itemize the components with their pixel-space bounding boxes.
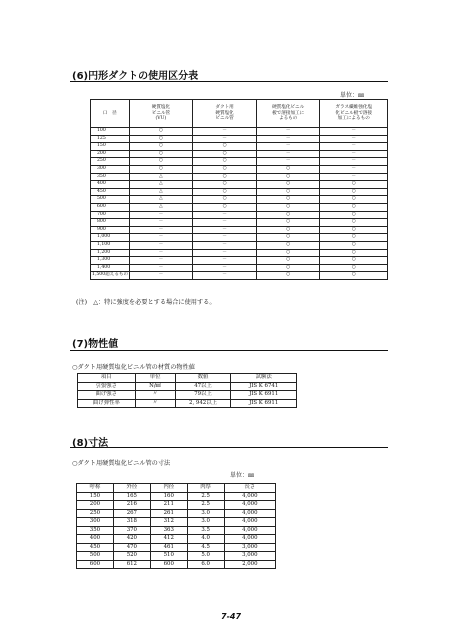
header-cell: 長さ	[224, 484, 275, 493]
table-cell: ○	[129, 143, 193, 151]
table-cell: 200	[91, 150, 130, 158]
section6-rule	[70, 81, 388, 82]
table-cell: －	[256, 143, 320, 151]
table-row	[78, 399, 297, 408]
properties-table	[77, 373, 297, 408]
table-cell: ○	[193, 181, 257, 189]
table-cell: －	[193, 241, 257, 249]
duct-usage-table-header	[91, 100, 388, 128]
header-cell: 試験法	[231, 374, 297, 383]
table-row	[91, 135, 388, 143]
section7-caption: ○ダクト用硬質塩化ビニル管の材質の物性値	[72, 364, 195, 371]
table-cell: ○	[129, 165, 193, 173]
table-row	[77, 560, 276, 569]
table-cell: 4,000	[224, 526, 275, 535]
table-cell: ○	[256, 181, 320, 189]
table-cell: 250	[77, 509, 114, 518]
table-cell: 1,500超えるもの	[91, 272, 130, 280]
table-cell: 312	[150, 518, 187, 527]
table-cell: 450	[91, 188, 130, 196]
table-cell: －	[193, 211, 257, 219]
table-cell: ○	[320, 181, 388, 189]
table-cell: ○	[320, 188, 388, 196]
page-number: 7-47	[221, 612, 242, 621]
table-cell: ○	[320, 249, 388, 257]
table-cell: －	[129, 241, 193, 249]
section6-unit: 単位：㎜	[340, 92, 365, 99]
header-cell: 口 径	[91, 100, 130, 128]
table-row	[91, 165, 388, 173]
table-cell: 4.5	[187, 543, 224, 552]
table-cell: －	[193, 135, 257, 143]
table-row	[91, 143, 388, 151]
properties-table-header	[78, 374, 297, 383]
table-cell: 6.0	[187, 560, 224, 569]
section6-note: (注) △：特に強度を必要とする場合に使用する。	[76, 299, 216, 306]
table-cell: ○	[256, 234, 320, 242]
table-cell: ○	[256, 203, 320, 211]
table-cell: 3,000	[224, 543, 275, 552]
table-cell: 300	[77, 518, 114, 527]
table-cell: －	[256, 128, 320, 136]
table-row	[91, 226, 388, 234]
table-cell: N/㎟	[135, 382, 175, 391]
table-cell: ○	[193, 196, 257, 204]
table-cell: 4,000	[224, 535, 275, 544]
duct-usage-table	[90, 99, 388, 280]
table-cell: －	[320, 128, 388, 136]
table-cell: 150	[77, 492, 114, 501]
table-cell: ○	[256, 188, 320, 196]
table-cell: －	[129, 249, 193, 257]
table-cell: 400	[91, 181, 130, 189]
table-cell: ○	[256, 173, 320, 181]
header-cell: 単位	[135, 374, 175, 383]
table-cell: ○	[256, 219, 320, 227]
table-cell: 261	[150, 509, 187, 518]
table-cell: 500	[77, 552, 114, 561]
table-cell: 700	[91, 211, 130, 219]
table-cell: －	[193, 128, 257, 136]
table-cell: ○	[320, 226, 388, 234]
table-cell: ○	[256, 264, 320, 272]
header-cell: 項目	[78, 374, 136, 383]
table-cell: ○	[256, 249, 320, 257]
table-row	[91, 203, 388, 211]
table-row	[91, 173, 388, 181]
header-cell: 硬質塩化ビニル 板で溶接加工に よるもの	[256, 100, 320, 128]
table-cell: －	[193, 219, 257, 227]
header-cell: 外径	[113, 484, 150, 493]
table-row	[91, 158, 388, 166]
table-cell: 1,100	[91, 241, 130, 249]
table-row	[77, 518, 276, 527]
table-cell: 4,000	[224, 518, 275, 527]
table-cell: －	[129, 257, 193, 265]
table-cell: ○	[193, 143, 257, 151]
section6-title: (6)円形ダクトの使用区分表	[72, 71, 199, 82]
table-cell: ○	[320, 219, 388, 227]
table-cell: ○	[320, 264, 388, 272]
table-cell: 216	[113, 501, 150, 510]
table-row	[91, 219, 388, 227]
table-cell: 2.5	[187, 492, 224, 501]
table-cell: 200	[77, 501, 114, 510]
table-cell: 3,000	[224, 552, 275, 561]
table-cell: ○	[320, 257, 388, 265]
table-cell: 350	[91, 173, 130, 181]
header-cell: 硬質塩化 ビニル管 (VU)	[129, 100, 193, 128]
table-cell: －	[193, 257, 257, 265]
table-cell: JIS K 6741	[231, 382, 297, 391]
table-cell: －	[256, 158, 320, 166]
table-row	[91, 196, 388, 204]
section7-title: (7)物性値	[72, 339, 119, 350]
table-cell: 47以上	[175, 382, 231, 391]
table-cell: 800	[91, 219, 130, 227]
dimensions-table-header	[77, 484, 276, 493]
table-cell: 4,000	[224, 509, 275, 518]
table-cell: 4,000	[224, 492, 275, 501]
header-cell: 肉厚	[187, 484, 224, 493]
table-cell: ○	[320, 203, 388, 211]
table-cell: －	[129, 211, 193, 219]
table-cell: 300	[91, 165, 130, 173]
dimensions-table	[76, 483, 276, 569]
table-cell: 600	[77, 560, 114, 569]
table-cell: －	[193, 226, 257, 234]
table-cell: ○	[193, 165, 257, 173]
table-cell: －	[129, 272, 193, 280]
table-cell: ○	[320, 196, 388, 204]
table-cell: △	[129, 203, 193, 211]
table-cell: －	[320, 165, 388, 173]
table-cell: 500	[91, 196, 130, 204]
table-row	[91, 211, 388, 219]
table-cell: －	[129, 234, 193, 242]
table-cell: ○	[256, 257, 320, 265]
table-cell: 370	[113, 526, 150, 535]
table-cell: JIS K 6911	[231, 391, 297, 400]
table-cell: 4,000	[224, 501, 275, 510]
table-row	[78, 391, 297, 400]
table-cell: 5.0	[187, 552, 224, 561]
table-row	[91, 272, 388, 280]
table-cell: 3.5	[187, 526, 224, 535]
table-cell: －	[193, 264, 257, 272]
table-row	[91, 234, 388, 242]
table-row	[77, 501, 276, 510]
table-cell: 160	[150, 492, 187, 501]
table-cell: 510	[150, 552, 187, 561]
table-cell: 〃	[135, 399, 175, 408]
table-cell: 318	[113, 518, 150, 527]
table-cell: －	[129, 219, 193, 227]
table-cell: －	[320, 173, 388, 181]
table-cell: －	[320, 150, 388, 158]
table-row	[91, 181, 388, 189]
table-cell: 267	[113, 509, 150, 518]
table-cell: ○	[193, 173, 257, 181]
table-row	[91, 188, 388, 196]
table-cell: JIS K 6911	[231, 399, 297, 408]
table-cell: －	[193, 272, 257, 280]
table-cell: ○	[320, 241, 388, 249]
table-cell: ○	[320, 272, 388, 280]
table-cell: 引張強さ	[78, 382, 136, 391]
table-cell: ○	[256, 241, 320, 249]
table-cell: ○	[320, 234, 388, 242]
table-row	[91, 249, 388, 257]
table-cell: 350	[77, 526, 114, 535]
table-cell: 165	[113, 492, 150, 501]
section7-rule	[70, 350, 388, 351]
table-row	[77, 492, 276, 501]
table-cell: ○	[193, 188, 257, 196]
table-cell: 1,200	[91, 249, 130, 257]
table-cell: ○	[129, 135, 193, 143]
table-cell: 125	[91, 135, 130, 143]
header-cell: ダクト用 硬質塩化 ビニル管	[193, 100, 257, 128]
table-cell: ○	[129, 150, 193, 158]
table-cell: 363	[150, 526, 187, 535]
table-cell: 1,000	[91, 234, 130, 242]
table-row	[77, 509, 276, 518]
table-cell: 曲げ強さ	[78, 391, 136, 400]
table-cell: 600	[150, 560, 187, 569]
table-cell: 2.5	[187, 501, 224, 510]
table-row	[77, 526, 276, 535]
section8-unit: 単位：㎜	[230, 472, 255, 479]
header-cell: 内径	[150, 484, 187, 493]
table-cell: 612	[113, 560, 150, 569]
table-cell: －	[129, 226, 193, 234]
table-row	[91, 150, 388, 158]
table-cell: ○	[256, 226, 320, 234]
table-cell: 412	[150, 535, 187, 544]
section8-rule	[70, 447, 388, 448]
table-cell: 470	[113, 543, 150, 552]
table-row	[91, 264, 388, 272]
header-cell: 数値	[175, 374, 231, 383]
table-cell: ○	[256, 272, 320, 280]
header-cell: ガラス繊維強化塩 化ビニル板で溶接 加工によるもの	[320, 100, 388, 128]
table-cell: △	[129, 173, 193, 181]
properties-table-body	[78, 382, 297, 408]
table-cell: 211	[150, 501, 187, 510]
table-cell: △	[129, 188, 193, 196]
table-cell: 3.0	[187, 509, 224, 518]
section8-title: (8)寸法	[72, 438, 109, 449]
table-cell: △	[129, 181, 193, 189]
table-cell: 461	[150, 543, 187, 552]
table-cell: －	[193, 234, 257, 242]
table-cell: 〃	[135, 391, 175, 400]
dimensions-table-body	[77, 492, 276, 569]
table-cell: ○	[256, 211, 320, 219]
table-cell: －	[256, 150, 320, 158]
table-cell: ○	[193, 150, 257, 158]
table-cell: ○	[320, 211, 388, 219]
table-row	[91, 241, 388, 249]
table-row	[91, 128, 388, 136]
table-cell: ○	[193, 158, 257, 166]
table-cell: －	[320, 158, 388, 166]
table-row	[91, 257, 388, 265]
table-cell: 2,000	[224, 560, 275, 569]
table-cell: 3.0	[187, 518, 224, 527]
table-cell: 900	[91, 226, 130, 234]
table-cell: 4.0	[187, 535, 224, 544]
table-cell: 曲げ弾性率	[78, 399, 136, 408]
table-cell: 150	[91, 143, 130, 151]
table-cell: －	[193, 249, 257, 257]
table-cell: －	[320, 143, 388, 151]
table-row	[78, 382, 297, 391]
table-cell: ○	[129, 158, 193, 166]
table-cell: 250	[91, 158, 130, 166]
table-row	[77, 535, 276, 544]
section8-caption: ○ダクト用硬質塩化ビニル管の寸法	[72, 460, 171, 467]
table-cell: 520	[113, 552, 150, 561]
table-cell: －	[320, 135, 388, 143]
table-cell: －	[256, 135, 320, 143]
table-cell: 400	[77, 535, 114, 544]
table-cell: △	[129, 196, 193, 204]
table-cell: ○	[256, 196, 320, 204]
table-cell: 450	[77, 543, 114, 552]
table-cell: 1,400	[91, 264, 130, 272]
table-cell: 2, 942以上	[175, 399, 231, 408]
header-cell: 呼称	[77, 484, 114, 493]
table-cell: ○	[129, 128, 193, 136]
table-cell: ○	[193, 203, 257, 211]
table-row	[77, 543, 276, 552]
table-row	[77, 552, 276, 561]
table-cell: ○	[256, 165, 320, 173]
table-cell: 100	[91, 128, 130, 136]
table-cell: 1,300	[91, 257, 130, 265]
table-cell: 79以上	[175, 391, 231, 400]
table-cell: 420	[113, 535, 150, 544]
duct-usage-table-body	[91, 128, 388, 280]
table-cell: －	[129, 264, 193, 272]
table-cell: 600	[91, 203, 130, 211]
